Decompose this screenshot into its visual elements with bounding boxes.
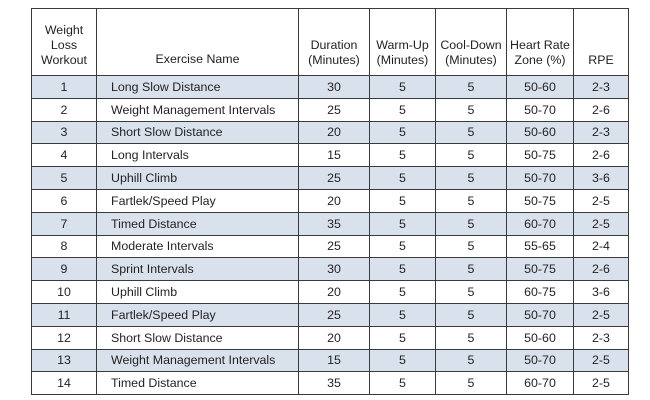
cell-hrzone: 50-70	[507, 303, 574, 326]
cell-hrzone: 55-65	[507, 235, 574, 258]
workout-table	[31, 8, 629, 395]
cell-warmup: 5	[370, 167, 436, 190]
cell-exercise: Long Slow Distance	[97, 76, 299, 99]
cell-cooldown: 5	[436, 144, 507, 167]
cell-hrzone: 50-70	[507, 349, 574, 372]
cell-duration: 20	[299, 189, 370, 212]
header-duration	[299, 9, 370, 76]
header-workout-line: Workout	[41, 53, 87, 67]
cell-cooldown: 5	[436, 303, 507, 326]
cell-exercise: Short Slow Distance	[97, 121, 299, 144]
cell-workout: 9	[32, 258, 97, 281]
cell-exercise: Fartlek/Speed Play	[97, 189, 299, 212]
cell-rpe: 2-5	[574, 349, 629, 372]
header-cooldown-line: (Minutes)	[445, 53, 497, 67]
cell-workout: 11	[32, 303, 97, 326]
cell-exercise: Timed Distance	[97, 372, 299, 395]
table-row	[32, 76, 629, 99]
header-warm-up	[370, 9, 436, 76]
header-hrzone-line: Zone (%)	[514, 53, 566, 67]
header-heart-rate-zone	[507, 9, 574, 76]
cell-rpe: 2-3	[574, 76, 629, 99]
cell-warmup: 5	[370, 76, 436, 99]
table-row	[32, 212, 629, 235]
header-duration-line: Duration	[310, 38, 358, 52]
table-row	[32, 281, 629, 304]
cell-warmup: 5	[370, 98, 436, 121]
cell-cooldown: 5	[436, 121, 507, 144]
cell-cooldown: 5	[436, 212, 507, 235]
cell-exercise: Timed Distance	[97, 212, 299, 235]
header-cooldown-line: Cool-Down	[440, 38, 502, 52]
cell-duration: 25	[299, 235, 370, 258]
cell-rpe: 2-5	[574, 189, 629, 212]
table-row	[32, 121, 629, 144]
cell-exercise: Short Slow Distance	[97, 326, 299, 349]
header-hrzone-line: Heart Rate	[510, 38, 570, 52]
cell-hrzone: 50-75	[507, 258, 574, 281]
cell-duration: 30	[299, 258, 370, 281]
table-row	[32, 98, 629, 121]
header-exercise-line: Exercise Name	[155, 52, 240, 66]
cell-workout: 3	[32, 121, 97, 144]
cell-workout: 10	[32, 281, 97, 304]
cell-warmup: 5	[370, 349, 436, 372]
cell-rpe: 2-6	[574, 258, 629, 281]
cell-hrzone: 50-60	[507, 326, 574, 349]
cell-exercise: Uphill Climb	[97, 281, 299, 304]
cell-duration: 15	[299, 349, 370, 372]
cell-duration: 30	[299, 76, 370, 99]
cell-cooldown: 5	[436, 76, 507, 99]
header-row	[32, 9, 629, 76]
cell-duration: 35	[299, 372, 370, 395]
cell-warmup: 5	[370, 121, 436, 144]
header-workout-line: Loss	[50, 38, 78, 52]
cell-workout: 8	[32, 235, 97, 258]
header-duration-line: (Minutes)	[308, 53, 360, 67]
cell-hrzone: 50-70	[507, 98, 574, 121]
cell-duration: 35	[299, 212, 370, 235]
table-row	[32, 326, 629, 349]
cell-rpe: 2-4	[574, 235, 629, 258]
cell-cooldown: 5	[436, 235, 507, 258]
header-exercise-name	[97, 9, 299, 76]
cell-workout: 2	[32, 98, 97, 121]
table-row	[32, 167, 629, 190]
cell-cooldown: 5	[436, 349, 507, 372]
cell-hrzone: 50-70	[507, 167, 574, 190]
cell-rpe: 3-6	[574, 281, 629, 304]
cell-duration: 20	[299, 326, 370, 349]
cell-warmup: 5	[370, 189, 436, 212]
cell-exercise: Weight Management Intervals	[97, 349, 299, 372]
cell-warmup: 5	[370, 326, 436, 349]
cell-duration: 25	[299, 303, 370, 326]
cell-duration: 25	[299, 167, 370, 190]
header-workout	[32, 9, 97, 76]
cell-cooldown: 5	[436, 189, 507, 212]
cell-rpe: 2-5	[574, 303, 629, 326]
cell-exercise: Weight Management Intervals	[97, 98, 299, 121]
table-row	[32, 372, 629, 395]
cell-rpe: 2-5	[574, 212, 629, 235]
table-row	[32, 144, 629, 167]
cell-hrzone: 50-75	[507, 144, 574, 167]
table-row	[32, 349, 629, 372]
cell-warmup: 5	[370, 281, 436, 304]
cell-duration: 25	[299, 98, 370, 121]
cell-workout: 1	[32, 76, 97, 99]
cell-rpe: 2-6	[574, 98, 629, 121]
table-row	[32, 258, 629, 281]
cell-cooldown: 5	[436, 98, 507, 121]
cell-workout: 13	[32, 349, 97, 372]
cell-workout: 14	[32, 372, 97, 395]
header-cool-down	[436, 9, 507, 76]
cell-warmup: 5	[370, 212, 436, 235]
cell-hrzone: 50-75	[507, 189, 574, 212]
cell-hrzone: 50-60	[507, 76, 574, 99]
cell-rpe: 2-3	[574, 326, 629, 349]
header-rpe	[574, 9, 629, 76]
cell-workout: 4	[32, 144, 97, 167]
cell-workout: 5	[32, 167, 97, 190]
cell-workout: 6	[32, 189, 97, 212]
cell-duration: 20	[299, 281, 370, 304]
header-warmup-line: (Minutes)	[376, 53, 429, 67]
cell-cooldown: 5	[436, 326, 507, 349]
cell-rpe: 2-6	[574, 144, 629, 167]
cell-cooldown: 5	[436, 167, 507, 190]
cell-warmup: 5	[370, 235, 436, 258]
cell-cooldown: 5	[436, 258, 507, 281]
cell-exercise: Long Intervals	[97, 144, 299, 167]
cell-hrzone: 60-75	[507, 281, 574, 304]
cell-warmup: 5	[370, 144, 436, 167]
cell-workout: 12	[32, 326, 97, 349]
cell-exercise: Sprint Intervals	[97, 258, 299, 281]
cell-warmup: 5	[370, 303, 436, 326]
cell-workout: 7	[32, 212, 97, 235]
header-warmup-line: Warm-Up	[376, 38, 429, 52]
cell-hrzone: 50-60	[507, 121, 574, 144]
cell-exercise: Uphill Climb	[97, 167, 299, 190]
cell-rpe: 2-3	[574, 121, 629, 144]
cell-hrzone: 60-70	[507, 372, 574, 395]
cell-exercise: Fartlek/Speed Play	[97, 303, 299, 326]
cell-cooldown: 5	[436, 372, 507, 395]
cell-cooldown: 5	[436, 281, 507, 304]
cell-warmup: 5	[370, 372, 436, 395]
header-rpe-line: RPE	[588, 53, 614, 67]
cell-rpe: 3-6	[574, 167, 629, 190]
cell-rpe: 2-5	[574, 372, 629, 395]
table-row	[32, 189, 629, 212]
table-row	[32, 303, 629, 326]
header-workout-line: Weight	[44, 23, 84, 37]
cell-exercise: Moderate Intervals	[97, 235, 299, 258]
cell-duration: 15	[299, 144, 370, 167]
cell-warmup: 5	[370, 258, 436, 281]
cell-hrzone: 60-70	[507, 212, 574, 235]
cell-duration: 20	[299, 121, 370, 144]
table-row	[32, 235, 629, 258]
